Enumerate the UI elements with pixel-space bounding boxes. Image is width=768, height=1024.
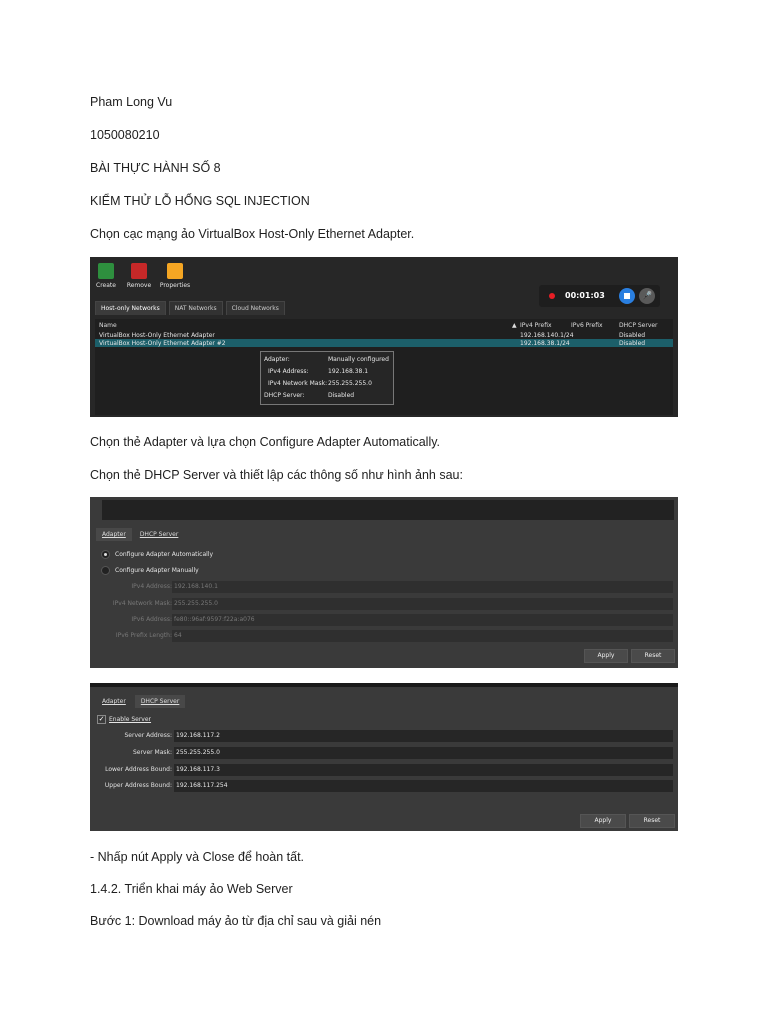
server-mask-row <box>90 747 678 759</box>
ipv4-mask-input[interactable]: 255.255.255.0 <box>172 598 673 610</box>
tab-cloud-networks[interactable]: Cloud Networks <box>226 301 285 315</box>
reset-button[interactable]: Reset <box>629 814 675 828</box>
properties-button[interactable] <box>158 263 192 289</box>
server-address-input[interactable]: 192.168.117.2 <box>174 730 673 742</box>
adapter-dhcp: Disabled <box>619 340 646 347</box>
properties-icon <box>167 263 183 279</box>
radio-selected-icon <box>101 550 110 559</box>
ipv4-address-input[interactable]: 192.168.140.1 <box>172 581 673 593</box>
field-label: IPv4 Network Mask: <box>112 600 172 607</box>
lower-bound-row <box>90 764 678 776</box>
step-dhcp-tab: Chọn thẻ DHCP Server và thiết lập các thông số như hình ảnh sau: <box>90 468 463 482</box>
field-label: IPv6 Address: <box>131 616 172 623</box>
remove-label: Remove <box>126 282 152 289</box>
tooltip-dhcp-value: Disabled <box>328 392 355 399</box>
tab-host-only-networks[interactable]: Host-only Networks <box>95 301 166 315</box>
ipv6-address-row <box>90 614 678 626</box>
radio-manual-label: Configure Adapter Manually <box>115 567 199 574</box>
radio-auto-label: Configure Adapter Automatically <box>115 551 214 558</box>
step-select-adapter: Chọn cạc mạng ảo VirtualBox Host-Only Ethernet Adapter. <box>90 227 415 241</box>
lab-topic: KIỂM THỬ LỖ HỔNG SQL INJECTION <box>90 194 310 208</box>
radio-configure-manually[interactable] <box>101 566 199 575</box>
section-heading: 1.4.2. Triển khai máy ảo Web Server <box>90 882 293 896</box>
remove-button[interactable] <box>125 263 153 289</box>
tab-nat-networks[interactable]: NAT Networks <box>169 301 223 315</box>
tooltip-dhcp-label: DHCP Server: <box>264 392 305 399</box>
tooltip-ipv4-label: IPv4 Address: <box>268 368 309 375</box>
network-list-area <box>102 500 674 520</box>
student-id: 1050080210 <box>90 128 160 142</box>
apply-button[interactable]: Apply <box>580 814 626 828</box>
recording-dot-icon <box>549 293 555 299</box>
server-mask-input[interactable]: 255.255.255.0 <box>174 747 673 759</box>
recording-time: 00:01:03 <box>565 291 605 300</box>
upper-bound-row <box>90 780 678 792</box>
dhcp-settings-screenshot <box>90 683 678 831</box>
tab-adapter[interactable]: Adapter <box>102 698 126 705</box>
step-apply-close: - Nhấp nút Apply và Close để hoàn tất. <box>90 850 305 864</box>
adapter-ipv4: 192.168.38.1/24 <box>520 340 570 347</box>
list-item[interactable] <box>95 339 673 347</box>
lab-title: BÀI THỰC HÀNH SỐ 8 <box>90 161 221 175</box>
adapter-dhcp: Disabled <box>619 332 646 339</box>
field-label: IPv4 Address: <box>131 583 172 590</box>
properties-label: Properties <box>159 282 191 289</box>
tooltip-adapter-label: Adapter: <box>264 356 290 363</box>
field-label: IPv6 Prefix Length: <box>115 632 172 639</box>
radio-unselected-icon <box>101 566 110 575</box>
tab-dhcp-server[interactable]: DHCP Server <box>135 695 186 708</box>
network-tabs <box>95 301 285 315</box>
tab-dhcp-server[interactable]: DHCP Server <box>139 531 179 538</box>
upper-bound-input[interactable]: 192.168.117.254 <box>174 780 673 792</box>
ipv6-prefix-input[interactable]: 64 <box>172 630 673 642</box>
reset-button[interactable]: Reset <box>631 649 675 663</box>
screen-recorder-widget <box>539 285 660 307</box>
list-header <box>95 321 673 331</box>
adapter-tooltip <box>260 351 394 405</box>
ipv4-mask-row <box>90 598 678 610</box>
stop-recording-button[interactable] <box>619 288 635 304</box>
column-name[interactable]: Name <box>99 322 117 329</box>
apply-button[interactable]: Apply <box>584 649 628 663</box>
radio-configure-automatically[interactable] <box>101 550 213 559</box>
adapter-settings-screenshot <box>90 497 678 668</box>
sort-arrow-icon: ▲ <box>512 322 517 329</box>
host-network-manager-screenshot <box>90 257 678 417</box>
create-label: Create <box>96 282 116 289</box>
lower-bound-input[interactable]: 192.168.117.3 <box>174 764 673 776</box>
dhcp-tabs <box>96 695 185 708</box>
adapter-name: VirtualBox Host-Only Ethernet Adapter #2 <box>99 340 226 347</box>
enable-server-checkbox[interactable] <box>97 715 151 724</box>
ipv6-prefix-row <box>90 630 678 642</box>
ipv6-address-input[interactable]: fe80::96af:9597:f22a:a076 <box>172 614 673 626</box>
tooltip-ipv4-value: 192.168.38.1 <box>328 368 369 375</box>
field-label: Upper Address Bound: <box>104 782 172 789</box>
tab-adapter[interactable]: Adapter <box>96 528 132 541</box>
column-ipv4[interactable]: IPv4 Prefix <box>520 322 552 329</box>
adapter-name: VirtualBox Host-Only Ethernet Adapter <box>99 332 215 339</box>
server-address-row <box>90 730 678 742</box>
adapter-ipv4: 192.168.140.1/24 <box>520 332 574 339</box>
microphone-icon[interactable]: 🎤 <box>639 288 655 304</box>
field-label: Server Address: <box>124 732 172 739</box>
enable-server-label: Enable Server <box>109 716 152 723</box>
step-adapter-tab: Chọn thẻ Adapter và lựa chọn Configure Adapter Automatically. <box>90 435 441 449</box>
field-label: Lower Address Bound: <box>105 766 172 773</box>
list-item[interactable] <box>95 331 673 339</box>
column-dhcp[interactable]: DHCP Server <box>619 322 658 329</box>
column-ipv6[interactable]: IPv6 Prefix <box>571 322 603 329</box>
create-button[interactable] <box>92 263 120 289</box>
step-download: Bước 1: Download máy ảo từ địa chỉ sau và giải nén <box>90 914 382 928</box>
adapter-tabs <box>96 528 184 541</box>
create-icon <box>98 263 114 279</box>
author-name: Pham Long Vu <box>90 95 173 109</box>
window-edge <box>90 683 678 687</box>
remove-icon <box>131 263 147 279</box>
tooltip-mask-value: 255.255.255.0 <box>328 380 372 387</box>
ipv4-address-row <box>90 581 678 593</box>
field-label: Server Mask: <box>132 749 172 756</box>
tooltip-mask-label: IPv4 Network Mask: <box>268 380 328 387</box>
tooltip-adapter-value: Manually configured <box>328 356 389 363</box>
checkmark-icon: ✓ <box>98 715 105 723</box>
